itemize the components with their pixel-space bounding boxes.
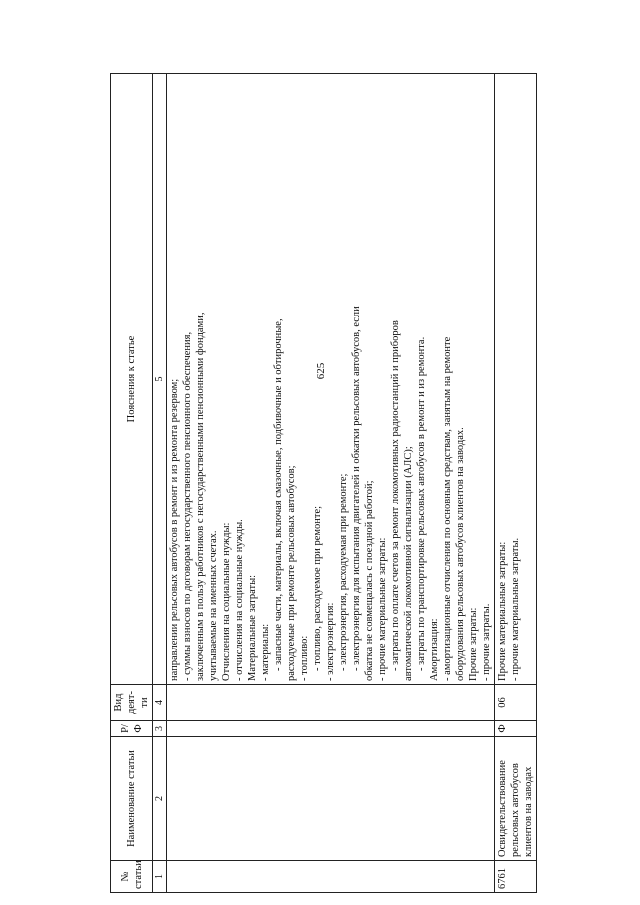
explanation-line: Прочие затраты: <box>468 607 479 681</box>
item-rf: Ф <box>495 721 537 737</box>
page-number: 625 <box>315 362 327 380</box>
explanation-line: Амортизация: <box>429 618 440 681</box>
column-number: 2 <box>153 737 167 861</box>
item-name <box>167 737 495 861</box>
item-number <box>167 861 495 893</box>
item-number: 6761 <box>495 861 537 893</box>
header-row <box>111 74 153 893</box>
item-name: Освидетельствование рельсовых автобусов клиентов на заводах <box>495 737 537 861</box>
cost-items-table <box>110 73 537 893</box>
item-rf <box>167 721 495 737</box>
header-activity-type: Вид деят-ти <box>111 685 153 721</box>
explanation-line: - материалы: <box>260 623 271 681</box>
explanation-line: - электроэнергия для испытания двигателей и обкатки рельсовых автобусов, если <box>351 306 362 671</box>
explanation-line: расходуемые при ремонте рельсовых автобусов; <box>286 465 297 681</box>
explanation-line: учитываемые на именных счетах. <box>208 530 219 681</box>
item-explanation <box>167 74 495 685</box>
item-explanation <box>495 74 537 685</box>
header-item-number: № статьи <box>111 861 153 893</box>
item-activity-type: 06 <box>495 685 537 721</box>
explanation-line: - отчисления на социальные нужды. <box>234 519 245 681</box>
table-row <box>495 74 537 893</box>
explanation-line: - топливо: <box>299 635 310 681</box>
explanation-line: - суммы взносов по договорам негосударственного пенсионного обеспечения, <box>182 331 193 681</box>
explanation-line: Отчисления на социальные нужды: <box>221 522 232 681</box>
column-number-row <box>153 74 167 893</box>
explanation-line: - затраты по оплате счетов за ремонт локомотивных радиостанций и приборов <box>390 320 401 671</box>
explanation-line: оборудования рельсовых автобусов клиентов на заводах. <box>455 427 466 681</box>
explanation-line: - прочие затраты. <box>481 603 492 681</box>
explanation-line: - прочие материальные затраты: <box>377 537 388 681</box>
explanation-line: направлении рельсовых автобусов в ремонт и из ремонта резервом; <box>169 378 180 681</box>
explanation-line: обкатка не совмещалась с поездной работой; <box>364 480 375 681</box>
header-rf: Р/Ф <box>111 721 153 737</box>
explanation-line: - топливо, расходуемое при ремонте; <box>312 505 323 671</box>
item-activity-type <box>167 685 495 721</box>
explanation-line: автоматической локомотивной сигнализации (АЛС); <box>403 446 414 681</box>
explanation-line: заключенным в пользу работников с негосударственными пенсионными фондами, <box>195 312 206 681</box>
column-number: 1 <box>153 861 167 893</box>
column-number: 4 <box>153 685 167 721</box>
header-item-name: Наименование статьи <box>111 737 153 861</box>
explanation-line: - затраты по транспортировке рельсовых автобусов в ремонт и из ремонта. <box>416 336 427 671</box>
column-number: 3 <box>153 721 167 737</box>
explanation-line: Прочие материальные затраты: <box>497 541 508 681</box>
explanation-line: - прочие материальные затраты. <box>510 537 521 681</box>
explanation-line: - амортизационные отчисления по основным средствам, занятым на ремонте <box>442 336 453 681</box>
table-row <box>167 74 495 893</box>
document-table-wrapper <box>110 73 640 893</box>
explanation-line: - электроэнергия: <box>325 602 336 681</box>
explanation-line: Материальные затраты: <box>247 574 258 681</box>
column-number: 5 <box>153 74 167 685</box>
explanation-line: - электроэнергия, расходуемая при ремонте; <box>338 473 349 671</box>
explanation-line: - запасные части, материалы, включая смазочные, подбивочные и обтирочные, <box>273 318 284 671</box>
rotated-table-container <box>110 73 534 893</box>
header-explanation: Пояснения к статье <box>111 74 153 685</box>
